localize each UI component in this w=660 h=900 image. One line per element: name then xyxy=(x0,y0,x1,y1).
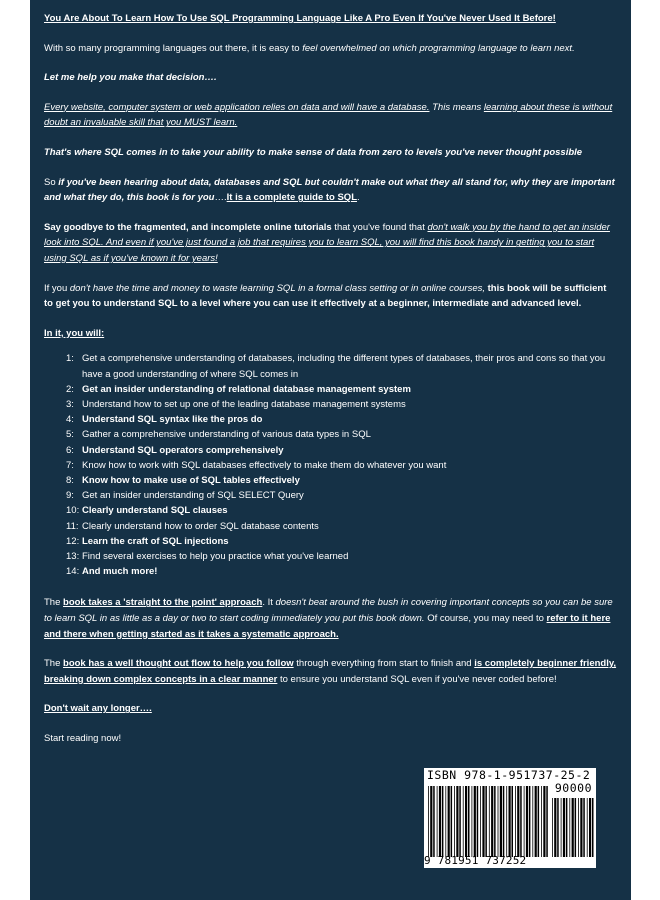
sql-level-line: That's where SQL comes in to take your ability to make sense of data from zero to levels you've never thought possible xyxy=(44,146,583,158)
feature-text: Understand SQL syntax like the pros do xyxy=(82,414,263,426)
barcode-bar xyxy=(561,798,562,857)
barcode-bar xyxy=(520,786,522,857)
so-paragraph: So if you've been hearing about data, databases and SQL but couldn't make out what they all stand for, why they are important and what they do, this book is for you….It is a complete guide to SQL. xyxy=(44,176,615,204)
barcode-bar xyxy=(578,798,579,857)
barcode-bar xyxy=(515,786,516,857)
barcode-bar xyxy=(566,798,568,857)
barcode-bar xyxy=(451,786,453,857)
barcode-bar xyxy=(463,786,464,857)
feature-text: Clearly understand SQL clauses xyxy=(82,505,228,517)
barcode-bar xyxy=(428,786,429,857)
feature-text: Clearly understand how to order SQL database contents xyxy=(82,520,319,532)
barcode-bar xyxy=(456,786,458,857)
feature-number: 6: xyxy=(66,444,74,456)
headline: You Are About To Learn How To Use SQL Programming Language Like A Pro Even If You've Never Used It Before! xyxy=(44,13,556,24)
barcode-bar xyxy=(454,786,455,857)
barcode-bar xyxy=(512,786,514,857)
feature-text: Get an insider understanding of SQL SELECT Query xyxy=(82,490,304,502)
barcode-bar xyxy=(575,798,577,857)
barcode-bar xyxy=(532,786,533,857)
barcode-bar xyxy=(489,786,490,857)
barcode-bar xyxy=(459,786,461,857)
barcode-bar xyxy=(433,786,435,857)
feature-text: And much more! xyxy=(82,566,158,578)
barcode-bar xyxy=(430,786,432,857)
feature-item xyxy=(66,488,617,503)
feature-number: 14: xyxy=(66,566,80,578)
barcode-bar xyxy=(439,786,441,857)
barcode-bar xyxy=(468,786,470,857)
barcode-bar xyxy=(498,786,499,857)
barcode-bar xyxy=(524,786,525,857)
feature-text: Get an insider understanding of relational database management system xyxy=(82,383,411,395)
feature-text: Understand SQL operators comprehensively xyxy=(82,444,284,456)
barcode-bar xyxy=(509,786,511,857)
feature-text: Know how to work with SQL databases effectively to make them do whatever you want xyxy=(82,459,447,471)
barcode-bar xyxy=(506,786,507,857)
feature-item xyxy=(66,503,617,518)
feature-item xyxy=(66,458,617,473)
feature-number: 9: xyxy=(66,490,74,502)
feature-text: Get a comprehensive understanding of databases, including the different types of databases, their pros and cons so that you have a good understanding of where SQL comes in xyxy=(82,353,606,380)
feature-item xyxy=(66,473,617,488)
barcode-bar xyxy=(546,786,548,857)
barcode-bar xyxy=(557,798,559,857)
addon-barcode-bars xyxy=(550,796,596,857)
feature-item xyxy=(66,443,617,458)
barcode-bar xyxy=(503,786,505,857)
barcode-bar xyxy=(569,798,570,857)
goodbye-paragraph: Say goodbye to the fragmented, and incomplete online tutorials that you've found that don't walk you by the hand to get an insider look into SQL. And even if you've just found a job that requires you to learn SQL, you will find this book handy in getting you to start using SQL as if you've known it for years! xyxy=(44,221,610,264)
barcode-bar xyxy=(437,786,438,857)
features-list xyxy=(44,351,617,579)
barcode-bar xyxy=(480,786,481,857)
feature-text: Gather a comprehensive understanding of various data types in SQL xyxy=(82,429,371,441)
feature-number: 3: xyxy=(66,398,74,410)
feature-number: 4: xyxy=(66,414,74,426)
feature-number: 8: xyxy=(66,474,74,486)
barcode-bar xyxy=(587,798,588,857)
isbn-label: ISBN 978-1-951737-25-2 xyxy=(427,768,591,782)
barcode-bar xyxy=(500,786,502,857)
barcode-bar xyxy=(543,786,545,857)
feature-item xyxy=(66,534,617,549)
flow-paragraph: The book has a well thought out flow to help you follow through everything from start to finish and is completely beginner friendly, breaking down complex concepts in a clear manner to ensure you understand SQL even if you've never coded before! xyxy=(44,658,617,685)
barcode-bar xyxy=(494,786,496,857)
barcode-bar xyxy=(563,798,565,857)
back-cover xyxy=(30,0,631,900)
barcode-bar xyxy=(472,786,473,857)
feature-item xyxy=(66,564,617,579)
barcode-bar xyxy=(529,786,531,857)
barcode-bar xyxy=(448,786,450,857)
dont-wait-line: Don't wait any longer…. xyxy=(44,703,152,715)
feature-item xyxy=(66,397,617,412)
feature-number: 1: xyxy=(66,353,74,365)
feature-text: Understand how to set up one of the leading database management systems xyxy=(82,398,406,410)
barcode-bar xyxy=(465,786,467,857)
start-reading-line: Start reading now! xyxy=(44,732,122,744)
barcode-bar xyxy=(538,786,540,857)
barcode-bar xyxy=(592,798,594,857)
ean-digits: 9 781951 737252 xyxy=(424,854,527,867)
feature-number: 7: xyxy=(66,459,74,471)
barcode-bar xyxy=(485,786,487,857)
barcode-bar xyxy=(445,786,446,857)
barcode-bar xyxy=(477,786,479,857)
help-line: Let me help you make that decision…. xyxy=(44,72,217,84)
time-paragraph: If you don't have the time and money to waste learning SQL in a formal class setting or in online courses, this book will be sufficient to get you to understand SQL to a level where you can use it effectively at a beginner, intermediate and advanced level. xyxy=(44,282,607,310)
feature-text: Find several exercises to help you practice what you've learned xyxy=(82,550,349,562)
feature-number: 12: xyxy=(66,535,80,547)
barcode-bar xyxy=(552,798,553,857)
approach-paragraph: The book takes a 'straight to the point' approach. It doesn't beat around the bush in covering important concepts so you can be sure to learn SQL in as little as a day or two to start coding immediately you put this book down. Of course, you may need to refer to it here and there when getting started as it takes a systematic approach. xyxy=(44,597,613,640)
barcode-bar xyxy=(517,786,519,857)
intro-paragraph: With so many programming languages out there, it is easy to feel overwhelmed on which programming language to learn next. xyxy=(44,42,575,54)
feature-item xyxy=(66,549,617,564)
feature-text: Learn the craft of SQL injections xyxy=(82,535,229,547)
feature-number: 10: xyxy=(66,505,80,517)
feature-number: 5: xyxy=(66,429,74,441)
feature-number: 2: xyxy=(66,383,74,395)
barcode-bar xyxy=(589,798,591,857)
feature-item xyxy=(66,427,617,442)
feature-text: Know how to make use of SQL tables effectively xyxy=(82,474,300,486)
price-code: 90000 xyxy=(554,781,592,795)
feature-item xyxy=(66,351,617,381)
feature-number: 11: xyxy=(66,520,79,532)
isbn-barcode xyxy=(424,768,596,868)
barcode-bar xyxy=(554,798,556,857)
ean-barcode-bars xyxy=(426,782,551,857)
barcode-bar xyxy=(482,786,484,857)
in-it-heading: In it, you will: xyxy=(44,327,105,339)
data-paragraph: Every website, computer system or web application relies on data and will have a database. This means learning about these is without doubt an invaluable skill that you MUST learn. xyxy=(44,101,613,129)
barcode-bar xyxy=(442,786,444,857)
feature-item xyxy=(66,519,617,534)
feature-number: 13: xyxy=(66,550,80,562)
barcode-bar xyxy=(535,786,537,857)
barcode-bar xyxy=(583,798,585,857)
barcode-bar xyxy=(580,798,582,857)
barcode-bar xyxy=(541,786,542,857)
feature-item xyxy=(66,412,617,427)
barcode-bar xyxy=(474,786,476,857)
barcode-bar xyxy=(491,786,493,857)
barcode-bar xyxy=(572,798,574,857)
feature-item xyxy=(66,382,617,397)
barcode-bar xyxy=(526,786,528,857)
